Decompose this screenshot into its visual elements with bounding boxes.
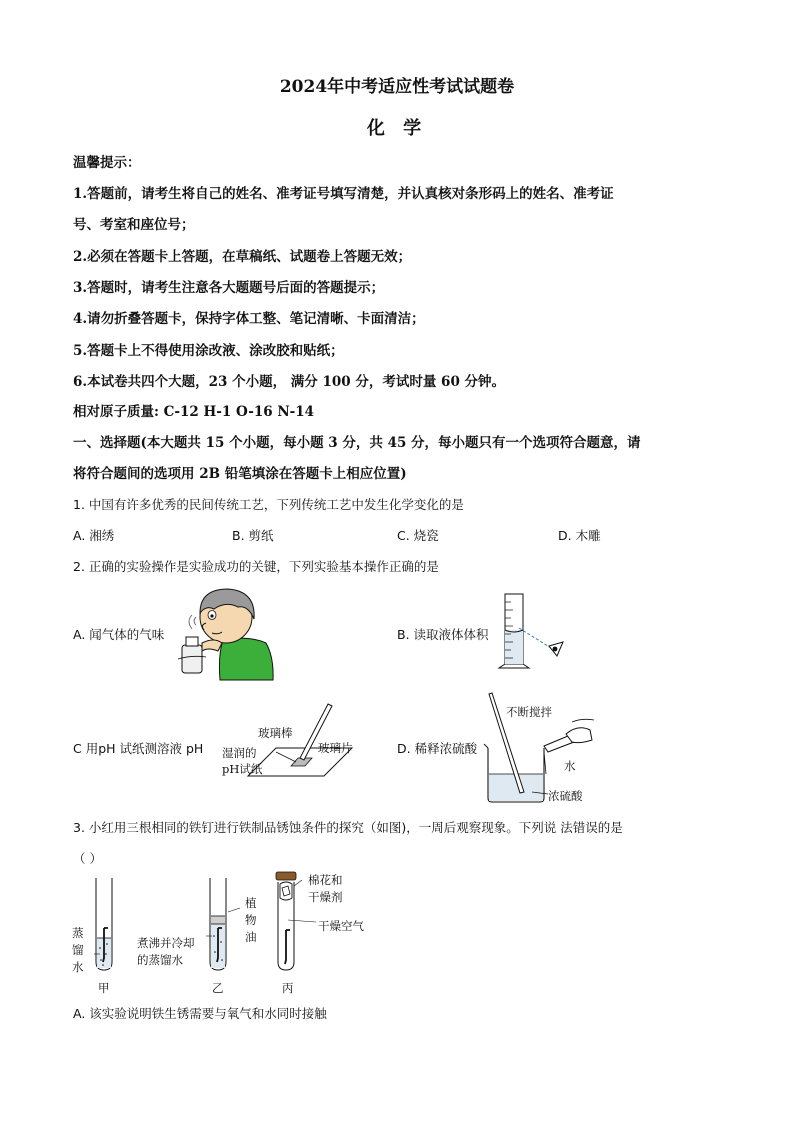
notice-line-1b: 号、考室和座位号； — [73, 217, 195, 233]
fig-yi-liquid-a: 煮沸并冷却 — [137, 936, 195, 950]
fig-tube-label-jia: 甲 — [98, 981, 110, 995]
fig-jia-liquid-3: 水 — [72, 960, 84, 974]
fig-c-plate-label: 玻璃片 — [318, 741, 353, 755]
fig-bing-top-b: 干燥剂 — [308, 890, 343, 904]
q2-option-a: A. 闻气体的气味 — [73, 627, 165, 642]
fig-d-water-label: 水 — [564, 759, 576, 773]
fig-jia-liquid-2: 馏 — [72, 943, 84, 957]
fig-d-stir-label: 不断搅拌 — [506, 705, 552, 719]
fig-yi-oil-2: 物 — [245, 913, 257, 927]
notice-heading: 温馨提示： — [73, 155, 141, 171]
notice-line-3: 3.答题时，请考生注意各大题题号后面的答题提示； — [73, 280, 385, 296]
q1-option-b: B. 剪纸 — [232, 528, 274, 543]
exam-title: 2024年中考适应性考试试题卷 — [279, 77, 515, 97]
q3-bracket: （ ） — [73, 851, 102, 866]
fig-jia-liquid-1: 蒸 — [72, 926, 84, 940]
q1-stem: 1. 中国有许多优秀的民间传统工艺，下列传统工艺中发生化学变化的是 — [73, 497, 464, 512]
q2-option-c: C 用pH 试纸测溶液 pH — [73, 741, 204, 756]
q3-option-a: A. 该实验说明铁生锈需要与氧气和水同时接触 — [73, 1006, 327, 1021]
atomic-mass-line: 相对原子质量: C-12 H-1 O-16 N-14 — [73, 404, 315, 420]
fig-c-paper-label-b: pH试纸 — [222, 762, 263, 776]
q2-option-d: D. 稀释浓硫酸 — [397, 741, 478, 756]
fig-c-rod-label: 玻璃棒 — [258, 726, 293, 740]
fig-c-paper-label-a: 湿润的 — [222, 746, 257, 760]
fig-yi-liquid-b: 的蒸馏水 — [137, 953, 183, 967]
notice-line-6: 6.本试卷共四个大题，23 个小题， 满分 100 分，考试时量 60 分钟。 — [73, 374, 506, 390]
fig-bing-top-a: 棉花和 — [308, 873, 343, 887]
graduated-cylinder-reading-illustration — [495, 590, 575, 670]
fig-yi-oil-1: 植 — [245, 896, 257, 910]
fig-d-acid-label: 浓硫酸 — [548, 789, 583, 803]
fig-tube-label-bing: 丙 — [282, 981, 294, 995]
q1-option-d: D. 木雕 — [558, 528, 601, 543]
section1-heading-a: 一、选择题(本大题共 15 个小题，每小题 3 分，共 45 分，每小题只有一个选项符合题意，请 — [73, 435, 641, 451]
q2-option-b: B. 读取液体体积 — [397, 627, 489, 642]
q1-option-c: C. 烧瓷 — [397, 528, 439, 543]
notice-line-1a: 1.答题前，请考生将自己的姓名、准考证号填写清楚，并认真核对条形码上的姓名、准考证 — [73, 186, 614, 202]
smelling-gas-illustration — [178, 585, 278, 681]
fig-bing-air: 干燥空气 — [318, 919, 364, 933]
notice-line-4: 4.请勿折叠答题卡，保持字体工整、笔记清晰、卡面清洁； — [73, 311, 425, 327]
notice-line-2: 2.必须在答题卡上答题，在草稿纸、试题卷上答题无效； — [73, 249, 412, 265]
fig-tube-label-yi: 乙 — [212, 981, 224, 995]
q2-stem: 2. 正确的实验操作是实验成功的关键，下列实验基本操作正确的是 — [73, 559, 439, 574]
q3-stem: 3. 小红用三根相同的铁钉进行铁制品锈蚀条件的探究（如图)，一周后观察现象。下列说 法错误的是 — [73, 820, 623, 835]
fig-yi-oil-3: 油 — [245, 930, 257, 944]
section1-heading-b: 将符合题间的选项用 2B 铅笔填涂在答题卡上相应位置) — [73, 466, 407, 482]
notice-line-5: 5.答题卡上不得使用涂改液、涂改胶和贴纸； — [73, 343, 344, 359]
q1-option-a: A. 湘绣 — [73, 528, 115, 543]
exam-subject: 化 学 — [366, 118, 428, 139]
